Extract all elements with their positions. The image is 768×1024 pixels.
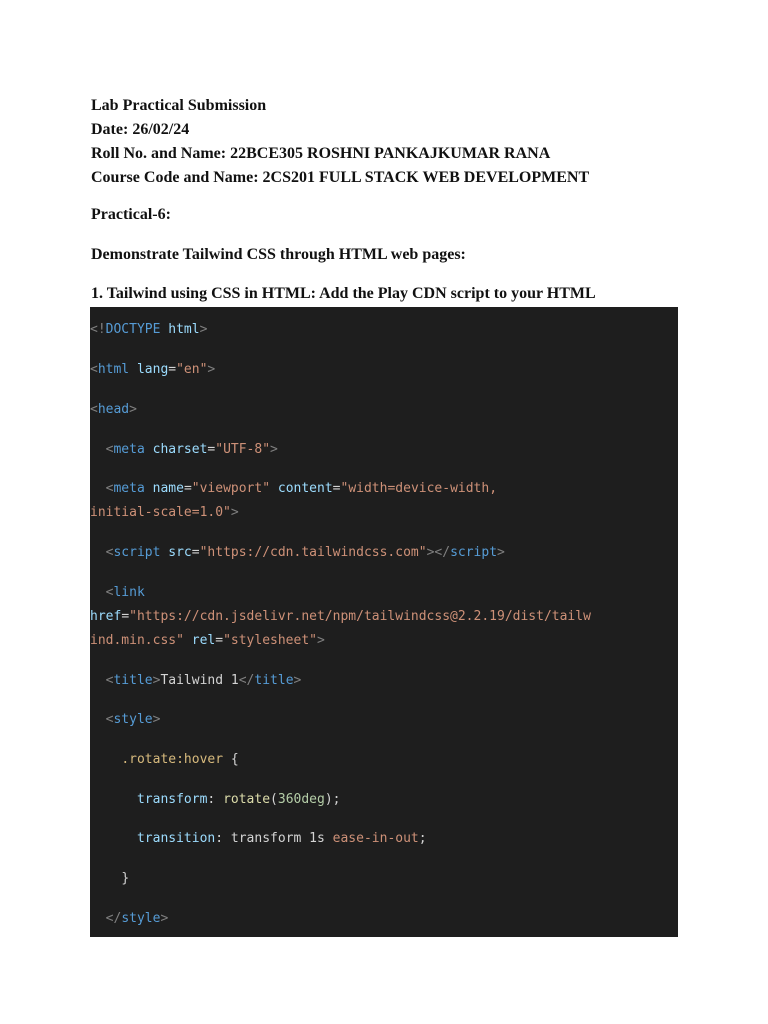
- code-line-script: <script src="https://cdn.tailwindcss.com"></script>: [105, 545, 505, 560]
- code-line-html-open: <html lang="en">: [90, 362, 216, 377]
- code-line-style-open: <style>: [105, 712, 161, 727]
- demonstrate-heading: Demonstrate Tailwind CSS through HTML web pages:: [91, 246, 466, 263]
- header-course: Course Code and Name: 2CS201 FULL STACK WEB DEVELOPMENT: [91, 169, 590, 186]
- code-line-style-close: </style>: [105, 911, 169, 926]
- header-title: Lab Practical Submission: [91, 97, 267, 114]
- code-line-link-rel: ind.min.css" rel="stylesheet">: [90, 633, 325, 648]
- header-date: Date: 26/02/24: [91, 121, 190, 138]
- practical-heading: Practical-6:: [91, 206, 171, 223]
- code-line-meta-viewport: <meta name="viewport" content="width=device-width,: [105, 481, 498, 496]
- code-line-close-brace: }: [121, 871, 130, 886]
- code-line-link-href: href="https://cdn.jsdelivr.net/npm/tailwindcss@2.2.19/dist/tailw: [90, 609, 591, 624]
- code-line-link-open: <link: [105, 585, 145, 600]
- code-line-head-open: <head>: [90, 402, 137, 417]
- submission-header: [91, 94, 731, 190]
- code-line-selector: .rotate:hover {: [121, 752, 239, 767]
- code-line-transform: transform: rotate(360deg);: [136, 792, 341, 807]
- code-line-transition: transition: transform 1s ease-in-out;: [136, 831, 427, 846]
- code-line-meta-charset: <meta charset="UTF-8">: [105, 442, 278, 457]
- code-block: [90, 307, 678, 937]
- code-line-doctype: <!DOCTYPE html>: [90, 322, 208, 337]
- code-line-title: <title>Tailwind 1</title>: [105, 673, 302, 688]
- header-roll-name: Roll No. and Name: 22BCE305 ROSHNI PANKAJKUMAR RANA: [91, 145, 551, 162]
- step-1-heading: 1. Tailwind using CSS in HTML: Add the Play CDN script to your HTML: [91, 285, 596, 302]
- code-line-meta-viewport-cont: initial-scale=1.0">: [90, 505, 239, 520]
